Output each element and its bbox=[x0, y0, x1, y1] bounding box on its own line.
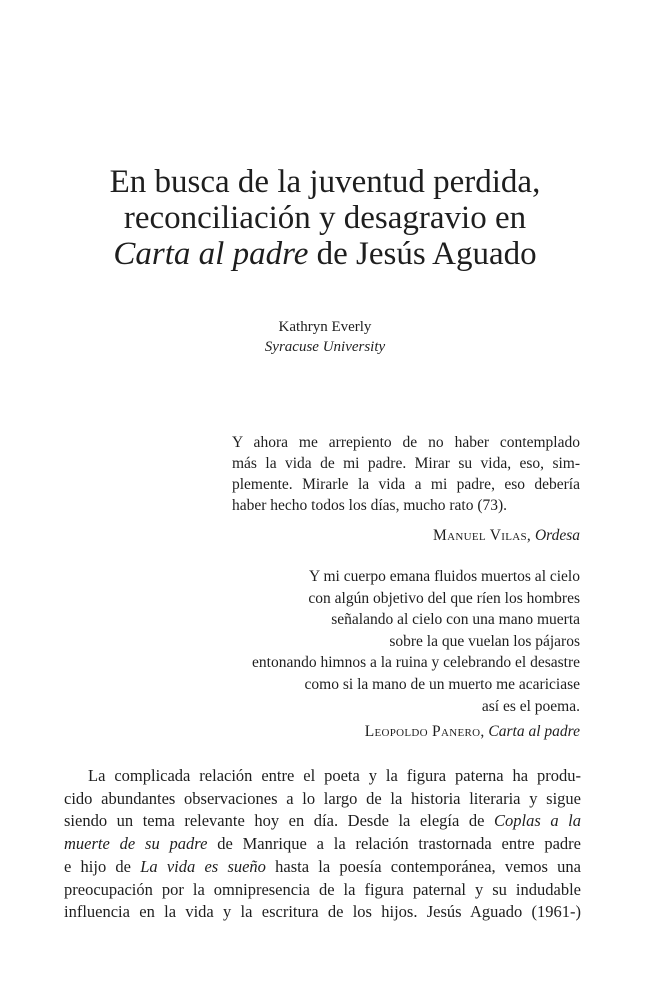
epigraph-line: haber hecho todos los días, mucho rato (73). bbox=[232, 497, 508, 514]
poem-author: Leopoldo Panero, bbox=[364, 723, 485, 740]
poem-line: señalando al cielo con una mano muerta bbox=[331, 611, 580, 629]
title-line-3 bbox=[60, 236, 590, 272]
author-name: Kathryn Everly bbox=[278, 319, 372, 335]
body-line bbox=[64, 833, 581, 856]
body-line bbox=[64, 810, 581, 833]
epigraph-attribution bbox=[433, 525, 580, 546]
article-title bbox=[60, 164, 590, 272]
epigraph-line: plemente. Mirarle la vida a mi padre, eso debería bbox=[232, 476, 580, 493]
body-line-text: hasta la poesía contemporánea, vemos una bbox=[265, 856, 581, 876]
body-paragraph bbox=[64, 765, 581, 924]
epigraph-work: Ordesa bbox=[534, 527, 580, 544]
title-line-1: En busca de la juventud perdida, bbox=[109, 164, 541, 200]
title-line-2: reconciliación y desagravio en bbox=[123, 200, 527, 236]
body-italic-title: muerte de su padre bbox=[64, 834, 208, 854]
epigraph-author: Manuel Vilas, bbox=[433, 527, 532, 544]
poem-attribution bbox=[365, 721, 580, 742]
epigraph-line: Y ahora me arrepiento de no haber contemplado bbox=[232, 434, 580, 451]
poem-line: sobre la que vuelan los pájaros bbox=[389, 632, 580, 650]
body-italic-title: La vida es sueño bbox=[140, 856, 266, 876]
poem-work: Carta al padre bbox=[488, 723, 580, 740]
body-line: influencia en la vida y la escritura de los hijos. Jesús Aguado (1961-) bbox=[64, 902, 581, 922]
body-italic-title: Coplas a la bbox=[494, 811, 582, 831]
body-line: La complicada relación entre el poeta y la figura paterna ha produ- bbox=[88, 766, 581, 785]
poem-line: entonando himnos a la ruina y celebrando el desastre bbox=[252, 654, 580, 672]
title-line-3-rest: de Jesús Aguado bbox=[308, 236, 537, 272]
poem-line: como si la mano de un muerto me acariciase bbox=[304, 675, 580, 693]
author-block bbox=[0, 317, 650, 357]
author-affiliation: Syracuse University bbox=[264, 339, 386, 355]
body-line-text: de Manrique a la relación trastornada entre padre bbox=[207, 834, 581, 854]
body-line-text: e hijo de bbox=[64, 856, 141, 876]
poem-line: Y mi cuerpo emana fluidos muertos al cielo bbox=[308, 568, 580, 585]
epigraph-line: más la vida de mi padre. Mirar su vida, eso, sim- bbox=[232, 455, 580, 472]
poem-line: con algún objetivo del que ríen los hombres bbox=[308, 589, 580, 607]
poem-line: así es el poema. bbox=[481, 697, 580, 715]
title-work-italic: Carta al padre bbox=[113, 236, 309, 272]
epigraph-poem bbox=[160, 566, 580, 717]
body-line bbox=[64, 856, 581, 879]
epigraph-prose bbox=[232, 432, 580, 516]
body-line: cido abundantes observaciones a lo largo de la historia literaria y sigue bbox=[64, 788, 581, 808]
body-line-text: siendo un tema relevante hoy en día. Desde la elegía de bbox=[64, 811, 485, 831]
body-line: preocupación por la omnipresencia de la figura paternal y su indudable bbox=[64, 879, 581, 899]
